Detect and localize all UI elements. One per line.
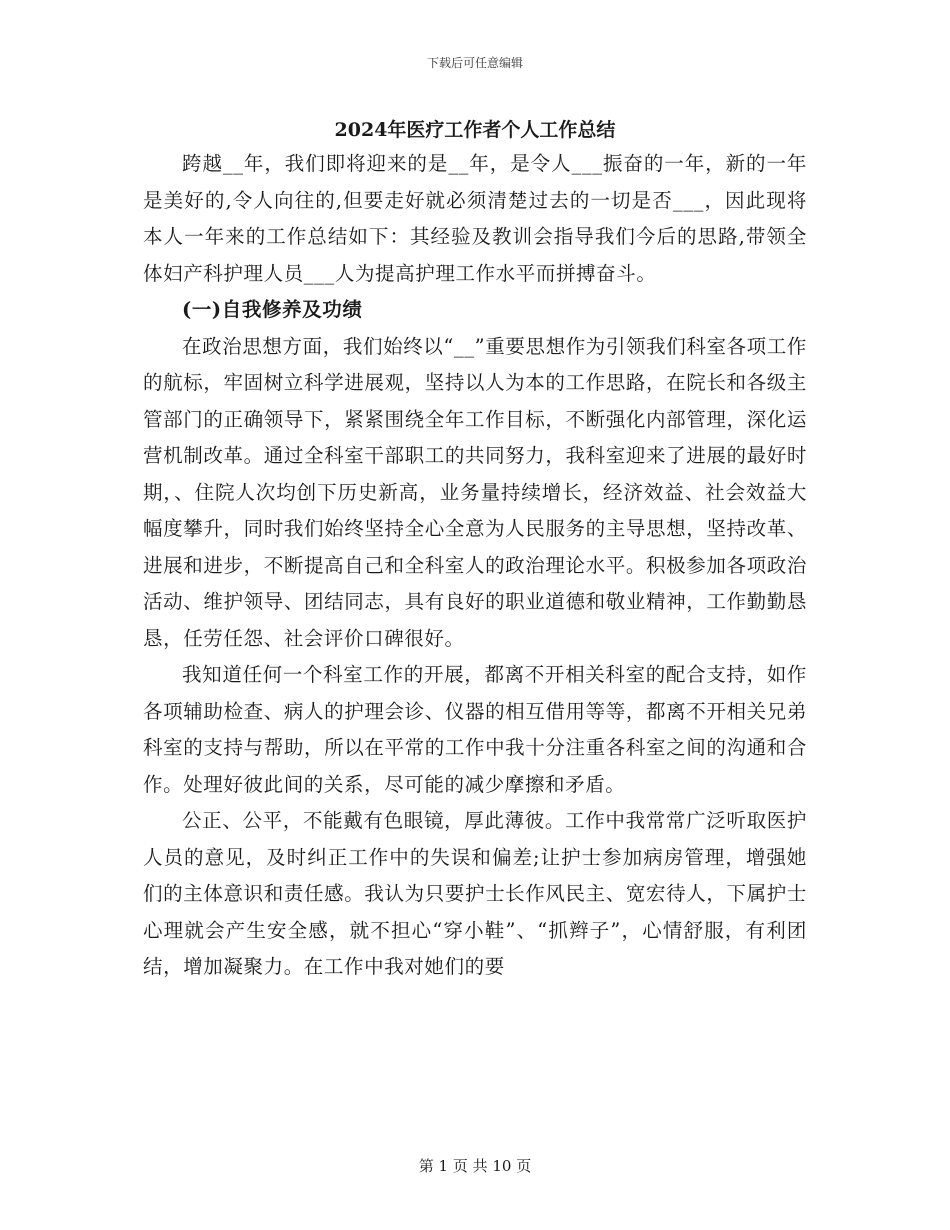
page-header-note: 下载后可任意编辑 [426, 56, 523, 70]
document-body [143, 146, 807, 986]
intro-paragraph: 跨越__年，我们即将迎来的是__年，是令人___振奋的一年，新的一年是美好的,令人向往的,但要走好就必须清楚过去的一切是否___，因此现将本人一年来的工作总结如下：其经验及教训会指导我们今后的思路,带领全体妇产科护理人员___人为提高护理工作水平而拼搏奋斗。 [143, 152, 807, 285]
body-paragraph: 在政治思想方面，我们始终以“__”重要思想作为引领我们科室各项工作的航标，牢固树立科学进展观，坚持以人为本的工作思路，在院长和各级主管部门的正确领导下，紧紧围绕全年工作目标，不断强化内部管理，深化运营机制改革。通过全科室干部职工的共同努力，我科室迎来了进展的最好时期，、住院人次均创下历史新高，业务量持续增长，经济效益、社会效益大幅度攀升，同时我们始终坚持全心全意为人民服务的主导思想，坚持改革、进展和进步，不断提高自己和全科室人的政治理论水平。积极参加各项政治活动、维护领导、团结同志，具有良好的职业道德和敬业精神，工作勤勤恳恳，任劳任怨、社会评价口碑很好。 [143, 334, 807, 650]
section-heading: (一)自我修养及功绩 [182, 298, 363, 321]
document-title: 2024年医疗工作者个人工作总结 [334, 119, 616, 141]
body-paragraph: 公正、公平，不能戴有色眼镜，厚此薄彼。工作中我常常广泛听取医护人员的意见，及时纠正工作中的失误和偏差;让护士参加病房管理，增强她们的主体意识和责任感。我认为只要护士长作风民主、宽宏待人，下属护士心理就会产生安全感，就不担心“穿小鞋”、“抓辫子”，心情舒服，有利团结，增加凝聚力。在工作中我对她们的要 [143, 809, 807, 978]
body-paragraph: 我知道任何一个科室工作的开展，都离不开相关科室的配合支持，如作各项辅助检查、病人的护理会诊、仪器的相互借用等等，都离不开相关兄弟科室的支持与帮助，所以在平常的工作中我十分注重各科室之间的沟通和合作。处理好彼此间的关系，尽可能的减少摩擦和矛盾。 [143, 663, 807, 796]
page-number-footer: 第 1 页 共 10 页 [418, 1157, 532, 1175]
